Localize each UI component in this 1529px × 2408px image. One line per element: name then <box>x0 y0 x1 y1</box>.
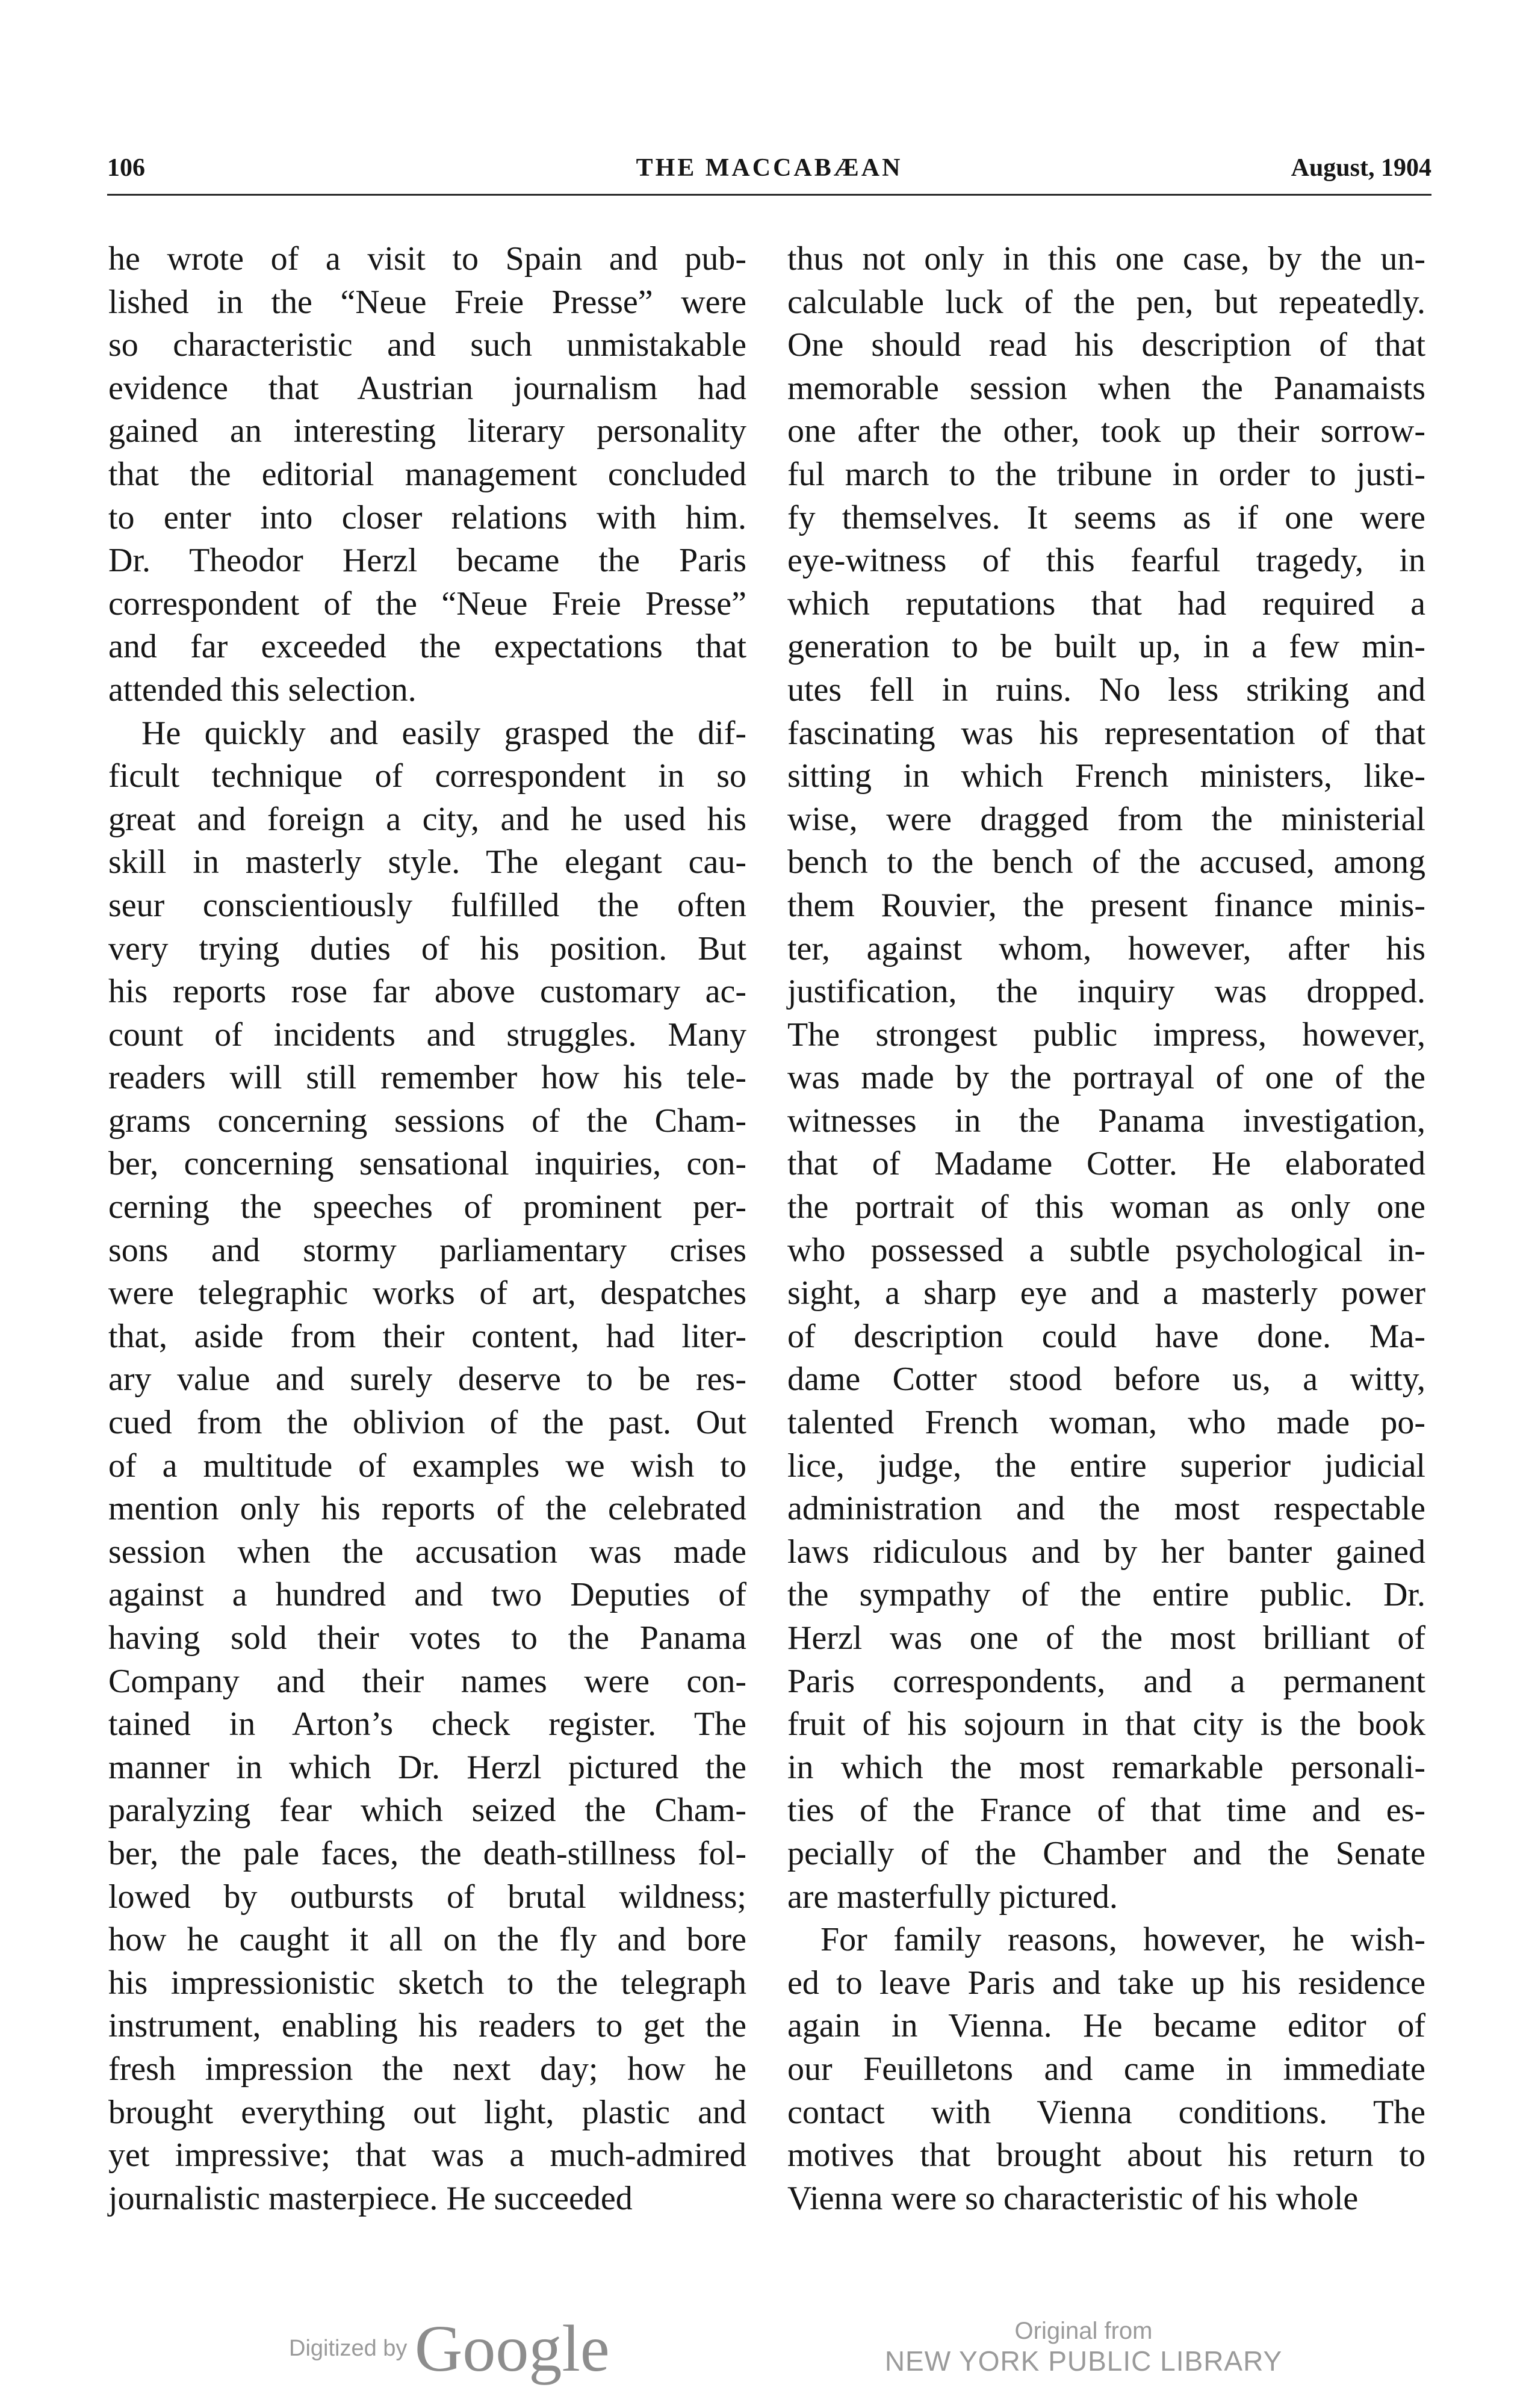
text-line: great and foreign a city, and he used his <box>108 800 746 838</box>
text-line: skill in masterly style. The elegant cau- <box>108 843 746 881</box>
text-line: how he caught it all on the fly and bore <box>108 1921 746 1959</box>
text-line: ties of the France of that time and es- <box>787 1792 1425 1829</box>
text-line: sitting in which French ministers, like- <box>787 757 1425 795</box>
text-line: cued from the oblivion of the past. Out <box>108 1404 746 1442</box>
right-column <box>787 238 1425 2224</box>
original-from-text: Original from <box>1014 2318 1153 2344</box>
digitized-by-watermark <box>289 2310 610 2383</box>
text-line: which reputations that had required a <box>787 585 1425 622</box>
text-line: For family reasons, however, he wish- <box>820 1921 1425 1959</box>
text-line: Dr. Theodor Herzl became the Paris <box>108 542 746 580</box>
text-line: ed to leave Paris and take up his residence <box>787 1964 1425 2002</box>
text-line: ter, against whom, however, after his <box>787 929 1425 967</box>
text-line: ber, the pale faces, the death-stillness fol- <box>108 1834 746 1872</box>
text-line: journalistic masterpiece. He succeeded <box>108 2179 633 2217</box>
text-line: utes fell in ruins. No less striking and <box>787 671 1425 709</box>
text-line: that, aside from their content, had liter- <box>108 1317 746 1355</box>
text-line: seur conscientiously fulfilled the often <box>108 886 746 924</box>
text-line: fascinating was his representation of that <box>787 714 1425 752</box>
text-line: He quickly and easily grasped the dif- <box>141 714 746 752</box>
header-rule <box>107 194 1431 196</box>
text-line: the portrait of this woman as only one <box>787 1188 1425 1226</box>
text-line: yet impressive; that was a much-admired <box>108 2136 746 2174</box>
text-line: wise, were dragged from the ministerial <box>787 800 1425 838</box>
text-line: that of Madame Cotter. He elaborated <box>787 1145 1425 1183</box>
text-line: ficult technique of correspondent in so <box>108 757 746 795</box>
text-line: session when the accusation was made <box>108 1533 746 1571</box>
text-line: of description could have done. Ma- <box>787 1317 1425 1355</box>
text-line: ber, concerning sensational inquiries, con- <box>108 1145 746 1183</box>
digitized-by-text: Digitized by <box>289 2336 408 2361</box>
text-line: laws ridiculous and by her banter gained <box>787 1533 1425 1571</box>
text-line: readers will still remember how his tele- <box>108 1059 746 1097</box>
text-line: of a multitude of examples we wish to <box>108 1447 746 1485</box>
text-line: talented French woman, who made po- <box>787 1404 1425 1442</box>
text-line: lice, judge, the entire superior judicial <box>787 1447 1425 1485</box>
text-line: thus not only in this one case, by the un- <box>787 240 1425 278</box>
text-line: to enter into closer relations with him. <box>108 498 746 536</box>
text-line: generation to be built up, in a few min- <box>787 628 1425 666</box>
text-line: who possessed a subtle psychological in- <box>787 1231 1425 1269</box>
text-line: are masterfully pictured. <box>787 1878 1118 1916</box>
text-line: motives that brought about his return to <box>787 2136 1425 2174</box>
text-line: was made by the portrayal of one of the <box>787 1059 1425 1097</box>
left-paragraph-2 <box>108 712 746 2221</box>
text-line: instrument, enabling his readers to get the <box>108 2007 746 2045</box>
text-line: his impressionistic sketch to the telegraph <box>108 1964 746 2002</box>
text-line: fy themselves. It seems as if one were <box>787 498 1425 536</box>
text-line: Paris correspondents, and a permanent <box>787 1662 1425 1700</box>
text-line: correspondent of the “Neue Freie Presse” <box>108 585 746 622</box>
right-paragraph-1 <box>787 238 1425 1919</box>
text-line: them Rouvier, the present finance minis- <box>787 886 1425 924</box>
text-line: paralyzing fear which seized the Cham- <box>108 1792 746 1829</box>
issue-date: August, 1904 <box>1291 154 1431 182</box>
text-line: ful march to the tribune in order to justi- <box>787 455 1425 493</box>
text-line: so characteristic and such unmistakable <box>108 326 746 364</box>
text-line: fresh impression the next day; how he <box>108 2050 746 2088</box>
text-line: dame Cotter stood before us, a witty, <box>787 1361 1425 1398</box>
library-name: NEW YORK PUBLIC LIBRARY <box>884 2345 1283 2377</box>
text-line: calculable luck of the pen, but repeatedly. <box>787 283 1425 321</box>
text-line: very trying duties of his position. But <box>108 929 746 967</box>
text-line: The strongest public impress, however, <box>787 1016 1425 1054</box>
text-line: One should read his description of that <box>787 326 1425 364</box>
text-line: memorable session when the Panamaists <box>787 369 1425 407</box>
text-line: the sympathy of the entire public. Dr. <box>787 1576 1425 1614</box>
text-line: mention only his reports of the celebrated <box>108 1490 746 1528</box>
google-logo: Google <box>414 2312 610 2385</box>
text-line: Herzl was one of the most brilliant of <box>787 1619 1425 1657</box>
text-line: eye-witness of this fearful tragedy, in <box>787 542 1425 580</box>
text-line: count of incidents and struggles. Many <box>108 1016 746 1054</box>
text-line: evidence that Austrian journalism had <box>108 369 746 407</box>
text-line: attended this selection. <box>108 671 417 709</box>
text-line: administration and the most respectable <box>787 1490 1425 1528</box>
text-line: Vienna were so characteristic of his whole <box>787 2179 1359 2217</box>
text-line: having sold their votes to the Panama <box>108 1619 746 1657</box>
text-line: manner in which Dr. Herzl pictured the <box>108 1748 746 1786</box>
right-paragraph-2 <box>787 1919 1425 2220</box>
text-line: gained an interesting literary personality <box>108 412 746 450</box>
journal-title: THE MACCABÆAN <box>636 154 903 182</box>
text-line: witnesses in the Panama investigation, <box>787 1102 1425 1140</box>
text-line: ary value and surely deserve to be res- <box>108 1361 746 1398</box>
left-column <box>108 238 746 2224</box>
text-line: were telegraphic works of art, despatches <box>108 1274 746 1312</box>
text-line: contact with Vienna conditions. The <box>787 2093 1425 2131</box>
text-line: Company and their names were con- <box>108 1662 746 1700</box>
text-line: pecially of the Chamber and the Senate <box>787 1834 1425 1872</box>
text-line: sight, a sharp eye and a masterly power <box>787 1274 1425 1312</box>
left-paragraph-1 <box>108 238 746 712</box>
text-line: our Feuilletons and came in immediate <box>787 2050 1425 2088</box>
text-line: one after the other, took up their sorrow- <box>787 412 1425 450</box>
text-line: he wrote of a visit to Spain and pub- <box>108 240 746 278</box>
text-line: fruit of his sojourn in that city is the book <box>787 1705 1425 1743</box>
text-line: cerning the speeches of prominent per- <box>108 1188 746 1226</box>
text-line: against a hundred and two Deputies of <box>108 1576 746 1614</box>
text-line: tained in Arton’s check register. The <box>108 1705 746 1743</box>
text-line: brought everything out light, plastic and <box>108 2093 746 2131</box>
text-line: again in Vienna. He became editor of <box>787 2007 1425 2045</box>
text-line: sons and stormy parliamentary crises <box>108 1231 746 1269</box>
text-line: grams concerning sessions of the Cham- <box>108 1102 746 1140</box>
text-line: lowed by outbursts of brutal wildness; <box>108 1878 746 1916</box>
text-line: lished in the “Neue Freie Presse” were <box>108 283 746 321</box>
text-line: that the editorial management concluded <box>108 455 746 493</box>
page-number: 106 <box>107 154 145 182</box>
text-line: justification, the inquiry was dropped. <box>787 973 1425 1011</box>
text-line: bench to the bench of the accused, among <box>787 843 1425 881</box>
original-source-watermark <box>843 2318 1324 2377</box>
text-line: his reports rose far above customary ac- <box>108 973 746 1011</box>
text-line: and far exceeded the expectations that <box>108 628 746 666</box>
text-line: in which the most remarkable personali- <box>787 1748 1425 1786</box>
